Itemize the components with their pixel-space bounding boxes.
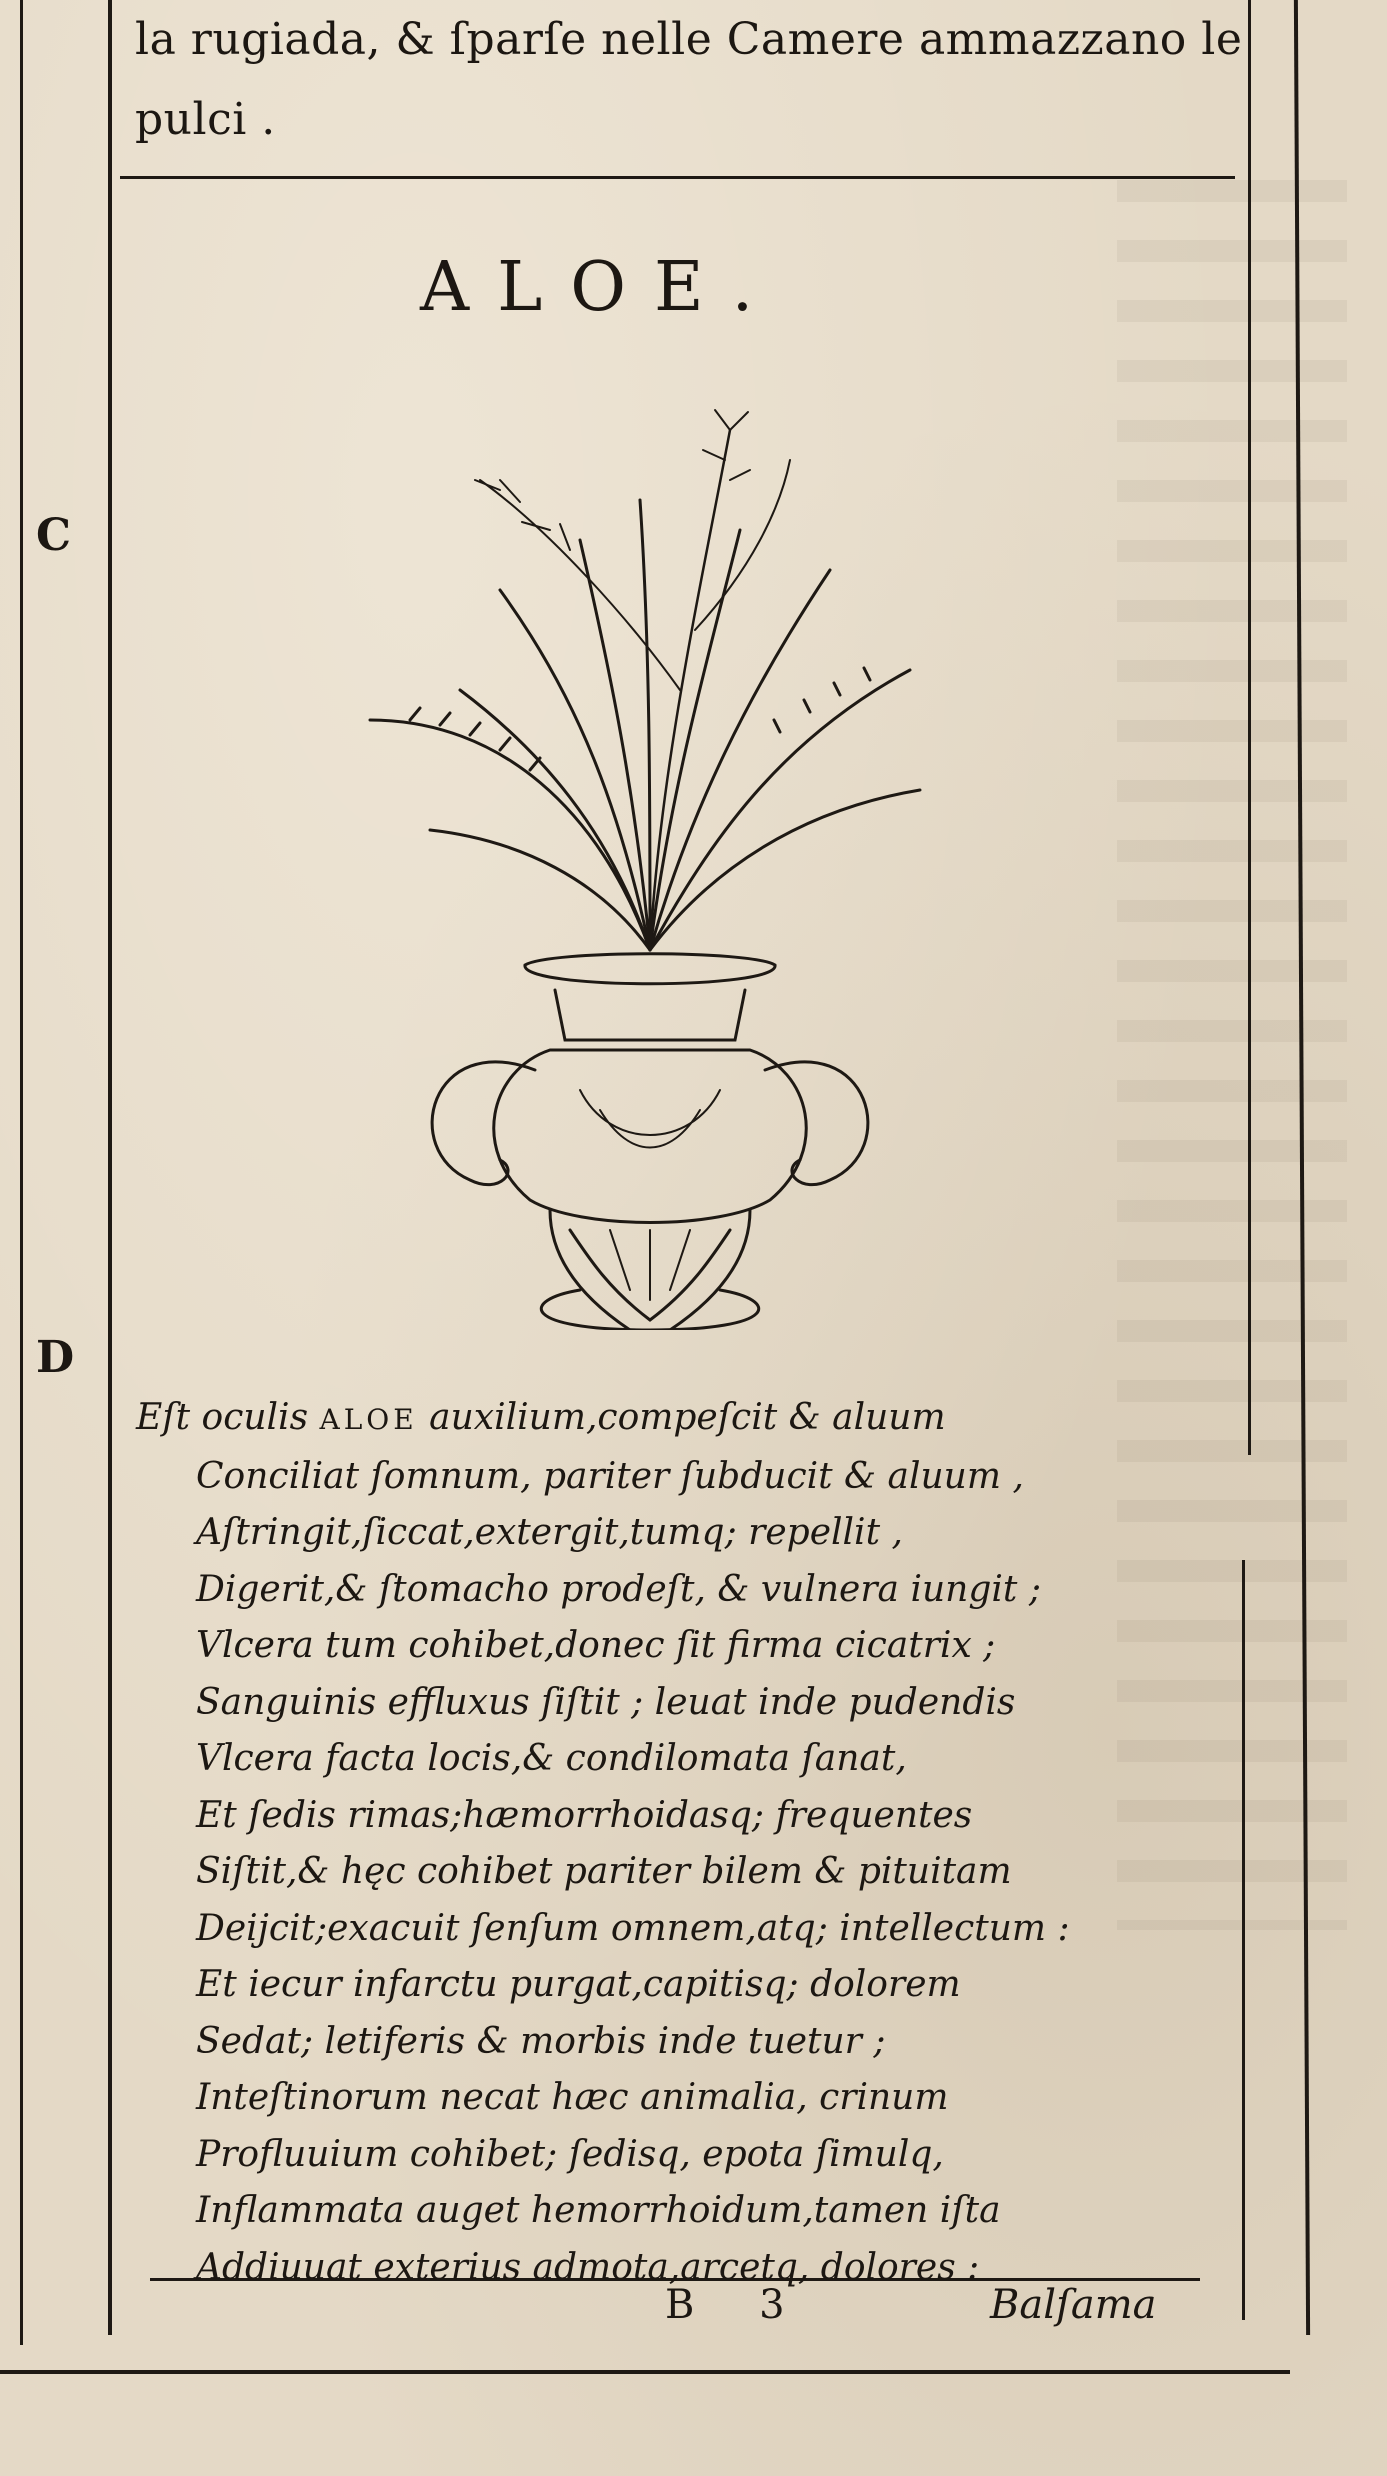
verse-line: Sanguinis effluxus ſiſtit ; leuat inde pudendis bbox=[196, 1681, 1016, 1723]
verse-line: Vlcera facta locis,& condilomata ſanat, bbox=[196, 1738, 907, 1779]
previous-entry-line: pulci . bbox=[135, 94, 276, 145]
latin-verses bbox=[136, 1390, 1136, 2296]
verse-line: Siſtit,& hęc cohibet pariter bilem & pituitam bbox=[196, 1851, 1012, 1892]
verse-line: Inflammata auget hemorrhoidum,tamen iſta bbox=[196, 2190, 1001, 2231]
previous-entry-text bbox=[135, 0, 1243, 160]
margin-letter-d: D bbox=[36, 1332, 75, 1383]
verse-line: Deijcit;exacuit ſenſum omnem,atq; intellectum : bbox=[196, 1907, 1070, 1949]
verse-line: Vlcera tum cohibet,donec ſit firma cicatrix ; bbox=[196, 1625, 996, 1666]
verse-line: Et ſedis rimas;hæmorrhoidasq; frequentes bbox=[196, 1794, 973, 1836]
previous-entry-line: la rugiada, & ſparſe nelle Camere ammazzano le bbox=[135, 14, 1243, 65]
right-inner-rule-upper bbox=[1248, 0, 1251, 1455]
signature-mark: B 3 bbox=[665, 2282, 811, 2328]
verse-line: Profluuium cohibet; ſedisq, epota ſimulq, bbox=[196, 2133, 944, 2175]
verse-line: Digerit,& ſtomacho prodeſt, & vulnera iungit ; bbox=[196, 1568, 1041, 1610]
verse-line: Inteſtinorum necat hæc animalia, crinum bbox=[196, 2077, 949, 2118]
top-rule bbox=[120, 176, 1235, 179]
aloe-woodcut-illustration bbox=[350, 390, 950, 1330]
bleed-through-texture bbox=[1117, 180, 1347, 1930]
left-outer-rule bbox=[20, 0, 23, 2345]
catchword: Balſama bbox=[990, 2282, 1157, 2328]
left-inner-rule bbox=[108, 0, 112, 2335]
verse-line: Conciliat ſomnum, pariter ſubducit & aluum , bbox=[196, 1455, 1024, 1497]
aloe-plant-vase-drawing bbox=[350, 390, 950, 1330]
bottom-outer-rule bbox=[0, 2370, 1290, 2374]
verse-line bbox=[136, 1390, 1136, 1449]
verse-line: Sedat; letiferis & morbis inde tuetur ; bbox=[196, 2020, 886, 2062]
verse-line-text: auxilium,compeſcit & aluum bbox=[417, 1397, 946, 1438]
verse-line: Et iecur infarctu purgat,capitisq; dolorem bbox=[196, 1964, 961, 2005]
verse-line: Addiuuat exterius admota,arcetq, dolores : bbox=[196, 2246, 980, 2288]
margin-letter-c: C bbox=[36, 510, 72, 561]
verse-line: Aſtringit,ſiccat,extergit,tumq; repellit , bbox=[196, 1512, 903, 1553]
entry-title: ALOE. bbox=[420, 248, 782, 327]
aloe-name-small-caps: ALOE bbox=[319, 1403, 418, 1436]
verse-line-text: Eſt oculis bbox=[136, 1397, 320, 1438]
right-inner-rule-lower bbox=[1242, 1560, 1245, 2320]
